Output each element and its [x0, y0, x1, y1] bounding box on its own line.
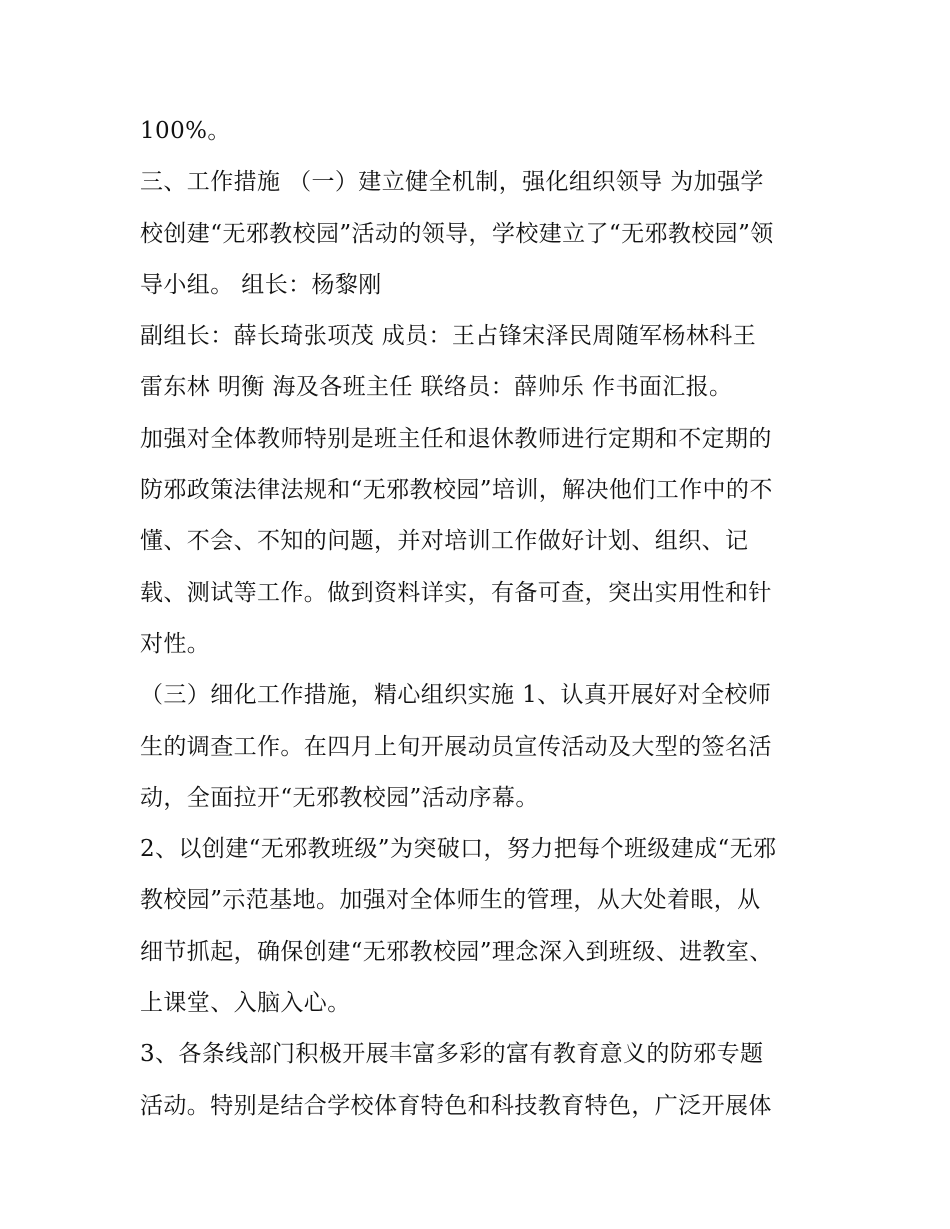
text-line: 副组长：薛长琦张项茂 成员：王占锋宋泽民周随军杨林科王	[140, 323, 757, 350]
document-body	[140, 106, 820, 1132]
text-line: 防邪政策法律法规和“无邪教校园”培训，解决他们工作中的不	[140, 477, 773, 504]
text-line: 活动。特别是结合学校体育特色和科技教育特色，广泛开展体	[140, 1092, 772, 1119]
text-line: 上课堂、入脑入心。	[140, 990, 351, 1017]
text-line: 导小组。 组长：杨黎刚	[140, 271, 382, 298]
text-line: 100%。	[140, 118, 231, 144]
text-line: 雷东林 明衡 海及各班主任 联络员：薛帅乐 作书面汇报。	[140, 374, 733, 401]
text-line: 细节抓起，确保创建“无邪教校园”理念深入到班级、进教室、	[140, 938, 773, 965]
text-line: 教校园”示范基地。加强对全体师生的管理，从大处着眼，从	[140, 887, 761, 914]
text-line: 对性。	[140, 630, 211, 657]
text-line: 三、工作措施 （一）建立健全机制，强化组织领导 为加强学	[140, 169, 764, 196]
text-line: 校创建“无邪教校园”活动的领导，学校建立了“无邪教校园”领	[140, 220, 774, 247]
text-line: 懂、不会、不知的问题，并对培训工作做好计划、组织、记	[140, 528, 749, 555]
text-line: 载、测试等工作。做到资料详实，有备可查，突出实用性和针	[140, 579, 772, 606]
text-line: 生的调查工作。在四月上旬开展动员宣传活动及大型的签名活	[140, 733, 772, 760]
text-line: （三）细化工作措施，精心组织实施 1、认真开展好对全校师	[140, 682, 772, 709]
text-line: 加强对全体教师特别是班主任和退休教师进行定期和不定期的	[140, 425, 772, 452]
text-line: 3、各条线部门积极开展丰富多彩的富有教育意义的防邪专题	[140, 1041, 764, 1068]
text-line: 动，全面拉开“无邪教校园”活动序幕。	[140, 784, 539, 811]
text-line: 2、以创建“无邪教班级”为突破口，努力把每个班级建成“无邪	[140, 836, 777, 863]
